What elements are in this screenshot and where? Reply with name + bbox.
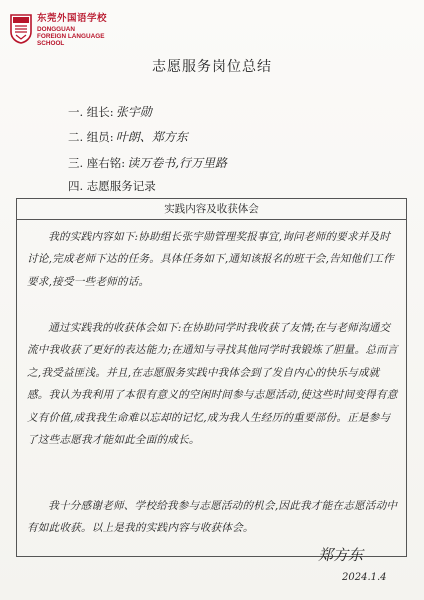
record-line — [68, 178, 156, 194]
school-logo — [10, 14, 107, 48]
members-line — [68, 128, 188, 145]
school-shield-icon — [10, 14, 32, 44]
paragraph-thanks: 我十分感谢老师、学校给我参与志愿活动的机会,因此我才能在志愿活动中有如此收获。以上是我的实践内容与收获体会。 — [27, 500, 398, 535]
school-name-en-line1: DONGGUAN — [37, 25, 75, 33]
motto-label: 三. 座右铭: — [68, 156, 126, 170]
table-header: 实践内容及收获体会 — [17, 199, 406, 220]
leader-value: 张宇勋 — [115, 105, 152, 119]
record-label: 四. 志愿服务记录 — [68, 179, 156, 193]
paragraph-content: 我的实践内容如下:协助组长张宇勋管理奖报事宜,询问老师的要求并及时讨论,完成老师下达的任务。具体任务如下,通知该报名的班干会,告知他们工作要求,接受一些老师的话。 — [27, 231, 394, 288]
leader-line — [68, 103, 152, 120]
signature-name: 郑方东 — [318, 546, 364, 564]
motto-line — [68, 154, 227, 171]
school-name-en-line3: SCHOOL — [37, 40, 65, 48]
members-label: 二. 组员: — [68, 130, 114, 144]
signature-date: 2024.1.4 — [342, 572, 387, 583]
page-title: 志愿服务岗位总结 — [152, 59, 272, 75]
members-value: 叶朗、郑方东 — [115, 130, 188, 144]
leader-label: 一. 组长: — [68, 105, 114, 119]
school-name-en — [37, 26, 107, 48]
school-name-en-line2: FOREIGN LANGUAGE — [37, 32, 105, 40]
record-table — [16, 198, 407, 557]
motto-value: 读万卷书,行万里路 — [127, 156, 228, 170]
school-name-cn: 东莞外国语学校 — [37, 13, 108, 24]
paragraph-reflection: 通过实践我的收获体会如下:在协助同学时我收获了友情;在与老师沟通交流中我收获了更好的表达能力;在通知与寻找其他同学时我锻炼了胆量。总而言之,我受益匪浅。并且,在志愿服务实践中我体会到了发自内心的快乐与成就感。我认为我利用了本很有意义的空闲时间参与志愿活动,使这些时间变得有意义有价值,成我我生命难以忘却的记忆,成为我人生经历的重要部份。正是参与了这些志愿我才能如此全面的成长。 — [27, 322, 398, 447]
